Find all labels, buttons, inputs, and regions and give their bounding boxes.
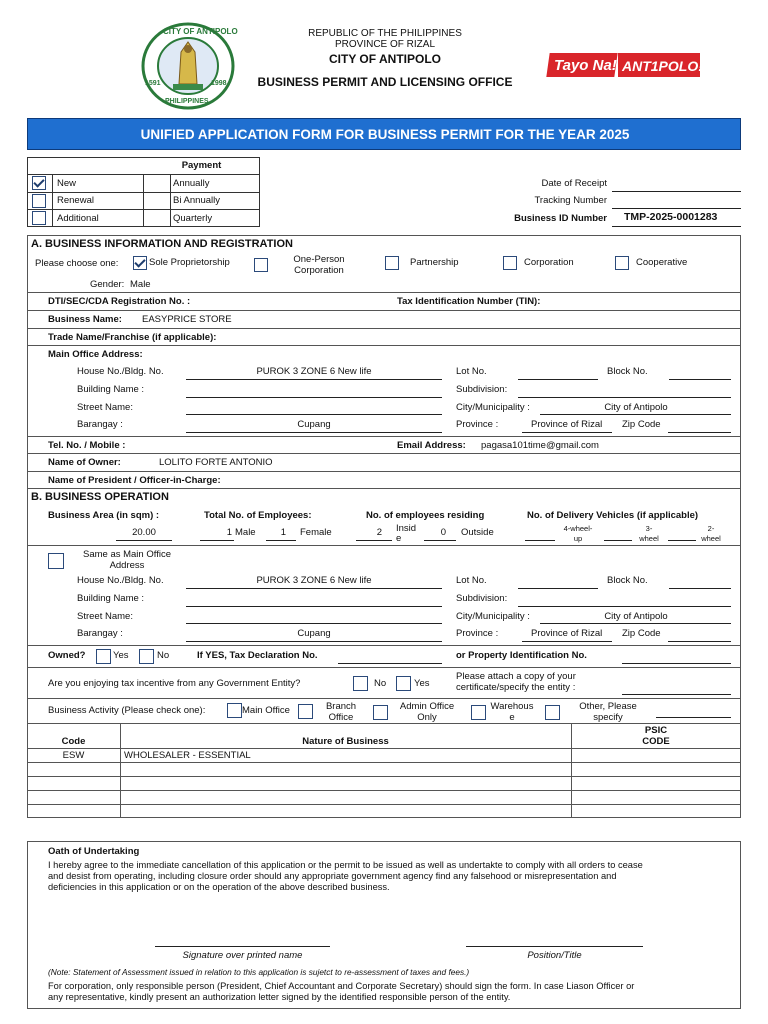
inside-label-2: e (396, 533, 402, 544)
entity-field[interactable] (622, 694, 731, 695)
header-city: CITY OF ANTIPOLO (328, 52, 441, 66)
tracking-number-field[interactable] (612, 208, 741, 209)
b-zip-code-field[interactable] (668, 641, 731, 642)
incentive-no-label: No (374, 678, 387, 689)
tayo-na-logo (548, 53, 702, 79)
owner-value: LOLITO FORTE ANTONIO (159, 457, 273, 468)
property-id-label: or Property Identification No. (456, 650, 587, 661)
employees-residing-label: No. of employees residing (366, 510, 485, 521)
b-city-value: City of Antipolo (604, 611, 668, 622)
payment-renewal-label: Renewal (57, 195, 94, 206)
tayo-text: Tayo Na! (554, 57, 617, 74)
city-label: City/Municipality : (456, 402, 530, 413)
subdivision-label: Subdivision: (456, 384, 508, 395)
header-republic: REPUBLIC OF THE PHILIPPINES (308, 28, 462, 39)
house-no-label: House No./Bldg. No. (77, 366, 164, 377)
two-wheel-field[interactable] (668, 540, 696, 541)
business-area-value: 20.00 (132, 527, 156, 538)
oath-note: (Note: Statement of Assessment issued in relation to this application is sujetct to re-assessment of taxes and fees.) (48, 967, 470, 977)
activity-branch-checkbox[interactable] (298, 704, 313, 719)
b-zip-code-label: Zip Code (622, 628, 661, 639)
payment-additional-checkbox[interactable] (32, 211, 46, 225)
incentive-yes-label: Yes (414, 678, 430, 689)
business-name-label: Business Name: (48, 314, 122, 325)
same-as-main-label-1: Same as Main Office (82, 549, 171, 560)
corporation-note-2: any representative, kindly present an authorization letter signed by the identified responsible person of the entity. (48, 992, 511, 1002)
date-of-receipt-label: Date of Receipt (541, 178, 607, 189)
owned-label: Owned? (48, 650, 86, 661)
street-name-label: Street Name: (77, 402, 133, 413)
b-barangay-value: Cupang (297, 628, 331, 639)
province-value: Province of Rizal (531, 419, 603, 430)
header-office: BUSINESS PERMIT AND LICENSING OFFICE (257, 75, 513, 89)
province-label: Province : (456, 419, 499, 430)
same-as-main-checkbox[interactable] (48, 553, 64, 569)
property-id-field[interactable] (622, 663, 731, 664)
sole-proprietorship-checkbox[interactable] (133, 256, 147, 270)
business-id-label: Business ID Number (514, 213, 607, 224)
table-header-code: Code (61, 736, 86, 747)
one-person-label-1: One-Person (293, 254, 345, 265)
cooperative-checkbox[interactable] (615, 256, 629, 270)
incentive-yes-checkbox[interactable] (396, 676, 411, 691)
table-header-psic-1: PSIC (644, 725, 668, 736)
form-title-banner (27, 118, 741, 150)
corporation-label: Corporation (524, 257, 574, 268)
block-no-label: Block No. (607, 366, 648, 377)
partnership-checkbox[interactable] (385, 256, 399, 270)
activity-other-field[interactable] (656, 717, 731, 718)
activity-warehouse-label-2: e (509, 712, 515, 723)
lot-no-field[interactable] (518, 379, 598, 380)
inside-count-value: 2 (376, 527, 382, 538)
b-subdivision-field[interactable] (518, 606, 731, 607)
female-count-value: 1 (280, 527, 286, 538)
seal-text-right: 1998 (211, 80, 227, 87)
b-province-label: Province : (456, 628, 499, 639)
delivery-vehicles-label: No. of Delivery Vehicles (if applicable) (527, 510, 699, 521)
same-as-main-label-2: Address (109, 560, 145, 571)
activity-branch-label-1: Branch (325, 701, 357, 712)
main-office-label: Main Office Address: (48, 349, 143, 360)
two-wheel-label-1: 2- (707, 524, 715, 533)
incentive-no-checkbox[interactable] (353, 676, 368, 691)
trade-name-label: Trade Name/Franchise (if applicable): (48, 332, 217, 343)
b-province-value: Province of Rizal (531, 628, 603, 639)
b-subdivision-label: Subdivision: (456, 593, 508, 604)
activity-other-checkbox[interactable] (545, 705, 560, 720)
four-wheel-label-1: 4-wheel- (563, 524, 593, 533)
signature-line[interactable] (155, 946, 330, 947)
antipolo-logo-text: ANT1POLO! (622, 58, 703, 74)
three-wheel-field[interactable] (604, 540, 632, 541)
position-line[interactable] (466, 946, 643, 947)
payment-title: Payment (181, 160, 222, 171)
two-wheel-label-2: wheel (701, 534, 721, 543)
email-label: Email Address: (397, 440, 466, 451)
tracking-number-label: Tracking Number (534, 195, 607, 206)
tel-mobile-label: Tel. No. / Mobile : (48, 440, 126, 451)
attach-label-1: Please attach a copy of your (456, 671, 576, 682)
oath-line-3: deficiencies in this application or on the operation of the above described business. (48, 882, 390, 892)
four-wheel-label-2: up (573, 534, 583, 543)
b-block-no-label: Block No. (607, 575, 648, 586)
date-of-receipt-field[interactable] (612, 191, 741, 192)
form-title: UNIFIED APPLICATION FORM FOR BUSINESS PERMIT FOR THE YEAR 2025 (140, 127, 630, 142)
business-area-label: Business Area (in sqm) : (48, 510, 160, 521)
inside-label: Insid (396, 523, 417, 534)
subdivision-field[interactable] (518, 397, 731, 398)
gender-value: Male (130, 279, 151, 290)
dti-label: DTI/SEC/CDA Registration No. : (48, 296, 191, 307)
b-city-label: City/Municipality : (456, 611, 530, 622)
activity-other-label-1: Other, Please (579, 701, 637, 712)
female-label: Female (300, 527, 332, 538)
block-no-field[interactable] (669, 379, 731, 380)
owned-yes-checkbox[interactable] (96, 649, 111, 664)
b-lot-no-field[interactable] (518, 588, 598, 589)
business-activity-label: Business Activity (Please check one): (48, 705, 206, 716)
section-b-title: B. BUSINESS OPERATION (31, 491, 169, 503)
four-wheel-field[interactable] (525, 540, 555, 541)
three-wheel-label-1: 3- (645, 524, 653, 533)
building-name-field[interactable] (186, 397, 442, 398)
b-house-no-label: House No./Bldg. No. (77, 575, 164, 586)
seal-text-top: CITY OF ANTIPOLO (163, 27, 238, 36)
b-street-name-field[interactable] (186, 623, 442, 624)
payment-renewal-checkbox[interactable] (32, 194, 46, 208)
attach-label-2: certificate/specify the entity : (456, 682, 576, 693)
payment-new-label: New (57, 178, 77, 189)
owner-label: Name of Owner: (48, 457, 121, 468)
activity-main-office-checkbox[interactable] (227, 703, 242, 718)
activity-admin-label-1: Admin Office (399, 701, 455, 712)
total-employees-label: Total No. of Employees: (204, 510, 312, 521)
outside-count-value: 0 (440, 527, 446, 538)
city-seal (141, 22, 238, 110)
b-block-no-field[interactable] (669, 588, 731, 589)
signature-label: Signature over printed name (182, 950, 303, 961)
three-wheel-label-2: wheel (639, 534, 659, 543)
sole-proprietorship-label: Sole Proprietorship (149, 257, 230, 268)
email-value: pagasa101time@gmail.com (481, 440, 599, 451)
cooperative-label: Cooperative (636, 257, 688, 268)
zip-code-field[interactable] (668, 432, 731, 433)
tin-label: Tax Identification Number (TIN): (397, 296, 541, 307)
barangay-label: Barangay : (77, 419, 123, 430)
payment-annually-label: Annually (173, 178, 210, 189)
tax-declaration-label: If YES, Tax Declaration No. (197, 650, 318, 661)
activity-warehouse-label-1: Warehous (490, 701, 534, 712)
header-province: PROVINCE OF RIZAL (334, 39, 435, 50)
activity-warehouse-checkbox[interactable] (471, 705, 486, 720)
table-header-psic-2: CODE (642, 736, 670, 747)
seal-text-bottom: PHILIPPINES (165, 98, 209, 105)
male-label: Male (235, 527, 256, 538)
one-person-corp-checkbox[interactable] (254, 258, 268, 272)
activity-other-label-2: specify (593, 712, 623, 723)
b-lot-no-label: Lot No. (456, 575, 487, 586)
tax-declaration-field[interactable] (338, 663, 442, 664)
building-name-label: Building Name : (77, 384, 145, 395)
business-name-value: EASYPRICE STORE (142, 314, 232, 325)
table-header-nature: Nature of Business (302, 736, 389, 747)
b-building-name-field[interactable] (186, 606, 442, 607)
male-count-value: 1 (226, 527, 232, 538)
zip-code-label: Zip Code (622, 419, 661, 430)
gender-label: Gender: (90, 279, 125, 290)
owned-yes-label: Yes (113, 650, 129, 661)
oath-line-1: I hereby agree to the immediate cancellation of this application or the permit to be issued as well as undertakte to comply with all orders to cease (48, 860, 643, 870)
president-label: Name of President / Officer-in-Charge: (48, 475, 221, 486)
b-barangay-label: Barangay : (77, 628, 123, 639)
position-label: Position/Title (527, 950, 582, 961)
owned-no-checkbox[interactable] (139, 649, 154, 664)
tax-incentive-label: Are you enjoying tax incentive from any Government Entity? (48, 678, 301, 689)
street-name-field[interactable] (186, 414, 442, 415)
corporation-checkbox[interactable] (503, 256, 517, 270)
table-row-1-nature: WHOLESALER - ESSENTIAL (124, 750, 251, 761)
b-house-no-value: PUROK 3 ZONE 6 New life (256, 575, 372, 586)
oath-title: Oath of Undertaking (48, 846, 140, 857)
seal-text-left: 1591 (145, 80, 161, 87)
payment-quarterly-label: Quarterly (173, 213, 213, 224)
payment-biannually-label: Bi Annually (173, 195, 221, 206)
oath-line-2: and desist from operating, including closure order should any appropriate government agency find any falsehood or misrepresentation and (48, 871, 617, 881)
payment-new-checkbox[interactable] (32, 176, 46, 190)
barangay-value: Cupang (297, 419, 331, 430)
owned-no-label: No (157, 650, 170, 661)
activity-branch-label-2: Office (328, 712, 354, 723)
lot-no-label: Lot No. (456, 366, 487, 377)
house-no-value: PUROK 3 ZONE 6 New life (256, 366, 372, 377)
table-row-1-code: ESW (62, 750, 85, 761)
activity-admin-checkbox[interactable] (373, 705, 388, 720)
outside-label: Outside (461, 527, 494, 538)
business-id-value: TMP-2025-0001283 (624, 211, 718, 223)
corporation-note-1: For corporation, only responsible person (President, Chief Accountant and Corporate Secretary) should sign the form. In case Liason Officer or (48, 981, 635, 991)
activity-admin-label-2: Only (417, 712, 437, 723)
b-street-name-label: Street Name: (77, 611, 133, 622)
city-value: City of Antipolo (604, 402, 668, 413)
choose-one-label: Please choose one: (35, 258, 119, 269)
payment-additional-label: Additional (57, 213, 99, 224)
section-a-title: A. BUSINESS INFORMATION AND REGISTRATION (31, 238, 293, 250)
activity-main-office-label: Main Office (242, 705, 290, 716)
one-person-label-2: Corporation (294, 265, 344, 276)
partnership-label: Partnership (410, 257, 459, 268)
b-building-name-label: Building Name : (77, 593, 145, 604)
